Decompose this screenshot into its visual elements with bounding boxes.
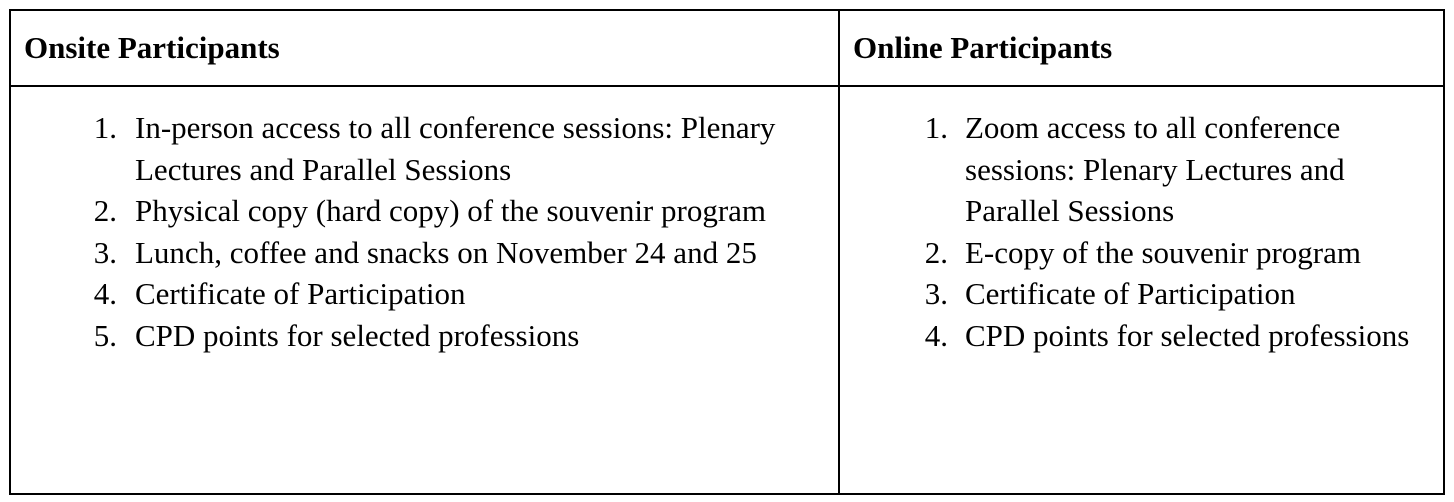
- list-item-number: 4.: [93, 276, 117, 311]
- list-item: [840, 107, 1443, 232]
- list-item: [840, 273, 1443, 315]
- list-item-text: Zoom access to all conference sessions: Plenary Lectures and Parallel Sessions: [965, 110, 1345, 228]
- list-item-text: Certificate of Participation: [965, 276, 1296, 311]
- online-benefits-cell: [839, 86, 1444, 494]
- onsite-heading: Onsite Participants: [10, 10, 839, 86]
- onsite-benefits-cell: [10, 86, 839, 494]
- body-row: [10, 86, 1444, 494]
- list-item-text: Physical copy (hard copy) of the souvenir program: [135, 193, 767, 228]
- list-item-number: 4.: [924, 317, 948, 353]
- header-row: [10, 10, 1444, 86]
- list-item-text: E-copy of the souvenir program: [965, 234, 1361, 270]
- list-item-text: Lunch, coffee and snacks on November 24 and 25: [135, 234, 757, 270]
- list-item: [840, 232, 1443, 274]
- list-item-number: 5.: [93, 317, 117, 353]
- list-item: [11, 190, 838, 232]
- list-item: [840, 315, 1443, 357]
- online-heading: Online Participants: [839, 10, 1444, 86]
- list-item-text: Certificate of Participation: [135, 276, 466, 311]
- list-item-number: 3.: [924, 276, 948, 311]
- list-item-text: In-person access to all conference sessions: Plenary Lectures and Parallel Sessions: [135, 110, 776, 187]
- list-item-number: 1.: [93, 110, 117, 145]
- list-item-number: 2.: [924, 234, 948, 270]
- online-benefits-list: [840, 107, 1443, 356]
- list-item-number: 3.: [93, 234, 117, 270]
- list-item: [11, 107, 838, 190]
- list-item-text: CPD points for selected professions: [135, 317, 580, 353]
- participant-benefits-table: [9, 9, 1445, 495]
- onsite-benefits-list: [11, 107, 838, 356]
- list-item: [11, 232, 838, 274]
- list-item: [11, 273, 838, 315]
- list-item-text: CPD points for selected professions: [965, 317, 1410, 353]
- list-item-number: 2.: [93, 193, 117, 228]
- list-item-number: 1.: [924, 110, 948, 145]
- list-item: [11, 315, 838, 357]
